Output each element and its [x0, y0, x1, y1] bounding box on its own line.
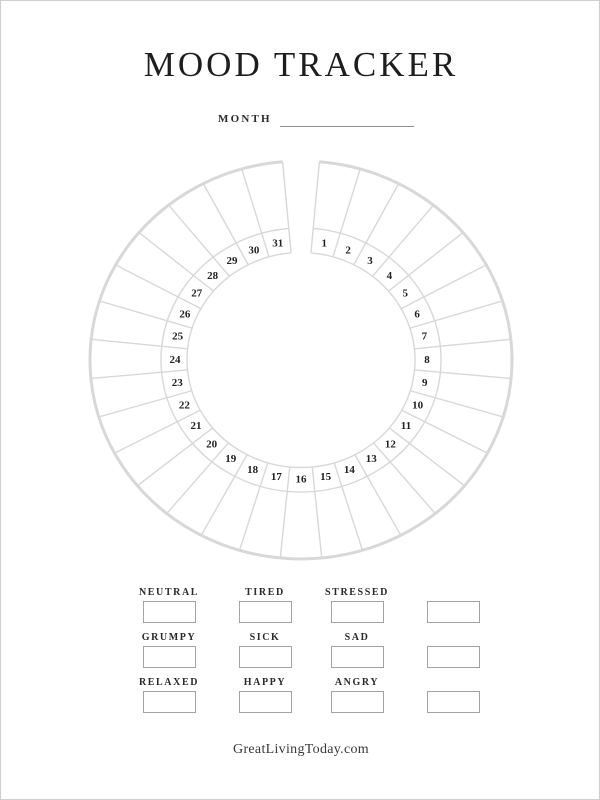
day-number-28: 28 — [207, 269, 219, 282]
mood-label: HAPPY — [243, 677, 287, 688]
mood-label: STRESSED — [325, 587, 389, 598]
mood-color-box-sick[interactable] — [239, 646, 292, 668]
day-number-12: 12 — [384, 438, 396, 451]
wheel-inner-arc — [187, 253, 415, 468]
day-number-3: 3 — [367, 255, 373, 268]
mood-label — [411, 586, 495, 599]
mood-label: NEUTRAL — [138, 587, 200, 598]
day-number-5: 5 — [402, 287, 408, 300]
segment-divider — [410, 301, 503, 328]
mood-color-box-grumpy[interactable] — [143, 646, 196, 668]
day-number-26: 26 — [179, 308, 191, 321]
legend-cell-happy — [223, 676, 307, 713]
day-number-15: 15 — [320, 471, 332, 484]
legend-cell-sad — [315, 631, 399, 668]
day-number-4: 4 — [386, 269, 393, 282]
legend-cell-extra-2 — [411, 631, 495, 668]
day-number-2: 2 — [345, 244, 351, 257]
mood-color-box-happy[interactable] — [239, 691, 292, 713]
day-number-11: 11 — [400, 420, 412, 433]
mood-color-box-extra-3[interactable] — [427, 691, 480, 713]
mood-color-box-extra-1[interactable] — [427, 601, 480, 623]
day-number-6: 6 — [414, 308, 420, 321]
segment-divider — [414, 339, 510, 349]
mood-color-box-neutral[interactable] — [143, 601, 196, 623]
day-number-7: 7 — [421, 330, 428, 343]
mood-color-box-relaxed[interactable] — [143, 691, 196, 713]
day-number-27: 27 — [191, 287, 203, 300]
mood-label: SICK — [249, 632, 281, 643]
legend-cell-angry — [315, 676, 399, 713]
day-number-24: 24 — [169, 353, 181, 366]
legend-cell-grumpy — [127, 631, 211, 668]
day-number-17: 17 — [270, 471, 282, 484]
wheel-middle-arc — [161, 228, 441, 492]
day-number-1: 1 — [321, 237, 328, 250]
day-number-18: 18 — [247, 464, 259, 477]
segment-divider — [100, 301, 193, 328]
mood-color-box-angry[interactable] — [331, 691, 384, 713]
day-number-22: 22 — [178, 399, 190, 412]
legend-cell-relaxed — [127, 676, 211, 713]
day-number-14: 14 — [343, 464, 355, 477]
mood-label: RELAXED — [138, 677, 200, 688]
segment-divider — [415, 370, 512, 378]
mood-label — [411, 676, 495, 689]
day-number-20: 20 — [206, 438, 218, 451]
legend-cell-stressed — [315, 586, 399, 623]
mood-label: ANGRY — [334, 677, 380, 688]
day-number-31: 31 — [272, 237, 284, 250]
day-number-9: 9 — [421, 377, 428, 390]
legend-cell-extra-3 — [411, 676, 495, 713]
mood-color-box-stressed[interactable] — [331, 601, 384, 623]
mood-label — [411, 631, 495, 644]
segment-divider — [283, 162, 291, 253]
wheel-outer-arc — [90, 162, 512, 559]
mood-label: GRUMPY — [141, 632, 197, 643]
mood-label: SAD — [344, 632, 370, 643]
mood-label: TIRED — [245, 587, 285, 598]
legend-cell-sick — [223, 631, 307, 668]
day-number-16: 16 — [295, 473, 307, 486]
footer-site-name: GreatLivingToday.com — [233, 742, 369, 757]
month-label: MONTH — [218, 113, 272, 125]
day-number-8: 8 — [424, 353, 430, 366]
day-number-21: 21 — [190, 420, 202, 433]
day-number-19: 19 — [225, 453, 237, 466]
page-title: MOOD TRACKER — [143, 45, 459, 84]
legend-cell-tired — [223, 586, 307, 623]
day-number-23: 23 — [171, 377, 183, 390]
day-number-30: 30 — [248, 244, 260, 257]
day-wheel — [1, 1, 600, 581]
segment-divider — [311, 162, 319, 253]
day-number-25: 25 — [172, 330, 184, 343]
day-number-10: 10 — [412, 399, 424, 412]
mood-color-box-sad[interactable] — [331, 646, 384, 668]
mood-color-box-tired[interactable] — [239, 601, 292, 623]
day-number-13: 13 — [365, 453, 377, 466]
legend-cell-extra-1 — [411, 586, 495, 623]
legend-cell-neutral — [127, 586, 211, 623]
day-number-29: 29 — [226, 255, 238, 268]
segment-divider — [410, 391, 503, 417]
mood-color-box-extra-2[interactable] — [427, 646, 480, 668]
segment-divider — [99, 391, 192, 417]
